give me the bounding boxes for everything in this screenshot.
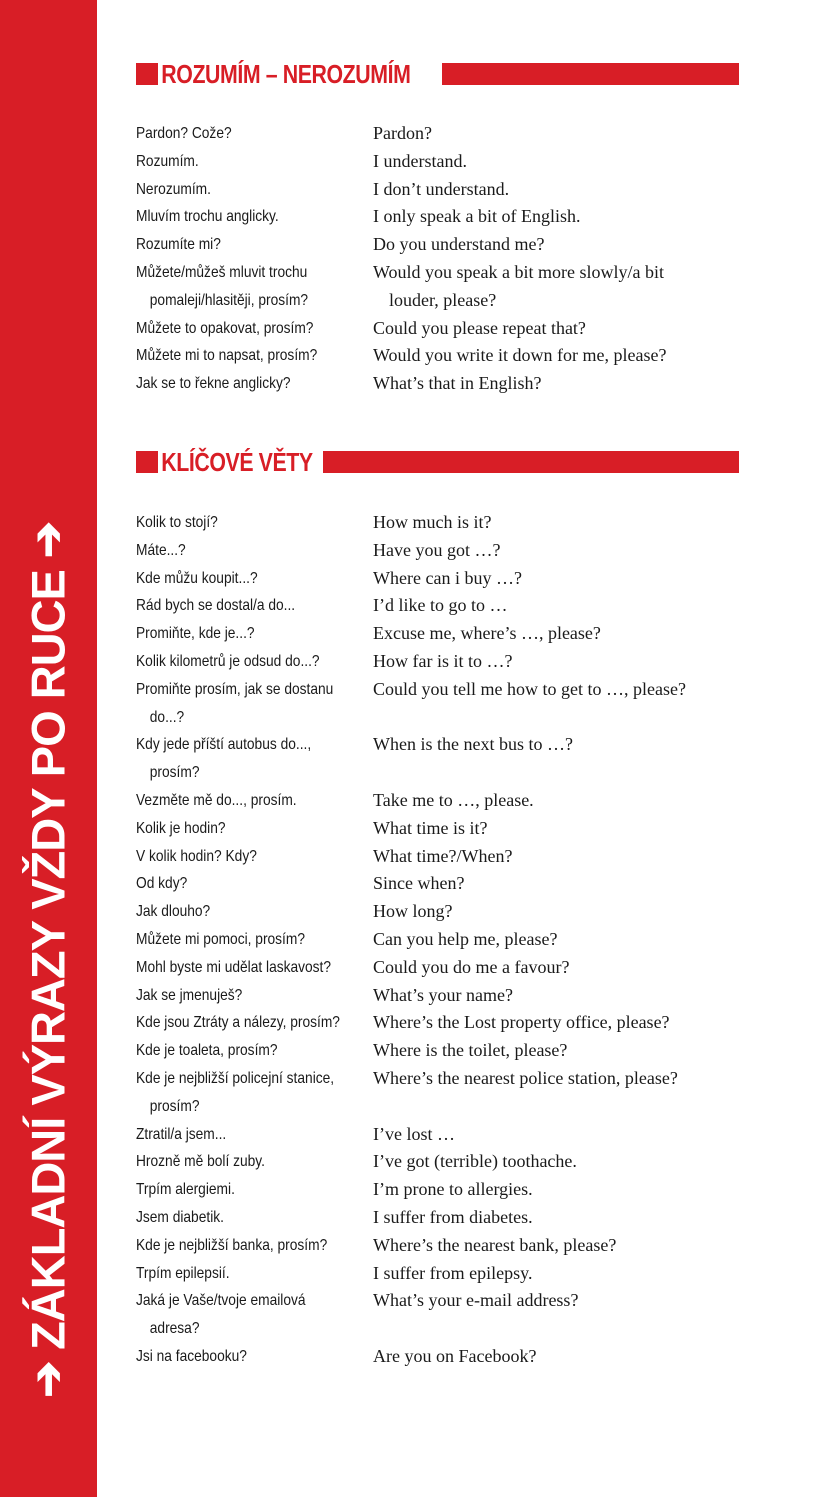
czech-phrase bbox=[136, 1037, 373, 1065]
phrase-row bbox=[136, 1232, 736, 1260]
czech-phrase bbox=[136, 231, 373, 259]
czech-phrase bbox=[136, 1260, 373, 1288]
header-bar-rule bbox=[323, 451, 739, 473]
czech-phrase-line: Kde je toaleta, prosím? bbox=[136, 1042, 278, 1060]
phrase-row bbox=[136, 537, 736, 565]
english-phrase-line: Have you got …? bbox=[373, 539, 501, 560]
czech-phrase bbox=[136, 315, 373, 343]
english-phrase-line: Take me to …, please. bbox=[373, 789, 534, 810]
header-bar-rule bbox=[442, 63, 739, 85]
phrase-row bbox=[136, 926, 736, 954]
phrase-row bbox=[136, 982, 736, 1010]
english-phrase-line: How far is it to …? bbox=[373, 650, 513, 671]
english-phrase-line: Pardon? bbox=[373, 123, 432, 143]
phrase-list-understanding bbox=[136, 120, 736, 398]
right-arrow-icon: ➔ bbox=[23, 1361, 73, 1398]
czech-phrase-line: Můžete mi pomoci, prosím? bbox=[136, 930, 306, 948]
english-phrase-line: Could you please repeat that? bbox=[373, 317, 586, 338]
czech-phrase bbox=[136, 537, 373, 565]
czech-phrase-line: prosím? bbox=[149, 1097, 200, 1115]
czech-phrase-line: pomaleji/hlasitěji, prosím? bbox=[149, 291, 309, 309]
phrase-list-key-phrases bbox=[136, 509, 736, 1371]
phrase-row bbox=[136, 731, 736, 787]
czech-phrase-line: Kolik je hodin? bbox=[136, 819, 226, 837]
english-phrase-line: Could you do me a favour? bbox=[373, 956, 570, 977]
english-phrase-line bbox=[373, 704, 736, 732]
phrase-row bbox=[136, 620, 736, 648]
english-phrase bbox=[373, 1065, 736, 1121]
czech-phrase bbox=[136, 370, 373, 398]
czech-phrase-line: prosím? bbox=[149, 764, 200, 782]
english-phrase bbox=[373, 259, 736, 315]
phrase-row bbox=[136, 342, 736, 370]
czech-phrase-line: Kde můžu koupit...? bbox=[136, 569, 258, 587]
english-phrase bbox=[373, 1232, 736, 1260]
czech-phrase-line: Promiňte, kde je...? bbox=[136, 625, 255, 643]
czech-phrase bbox=[136, 1176, 373, 1204]
czech-phrase bbox=[136, 926, 373, 954]
czech-phrase bbox=[136, 1343, 373, 1371]
czech-phrase-line: Můžete to opakovat, prosím? bbox=[136, 319, 314, 337]
english-phrase-line: What time?/When? bbox=[373, 845, 513, 866]
czech-phrase bbox=[136, 1232, 373, 1260]
english-phrase bbox=[373, 1287, 736, 1343]
english-phrase-line: Where’s the Lost property office, please? bbox=[373, 1012, 670, 1033]
czech-phrase bbox=[136, 1204, 373, 1232]
czech-phrase bbox=[136, 1121, 373, 1149]
english-phrase-line: How much is it? bbox=[373, 512, 492, 532]
section-header-key-phrases bbox=[136, 447, 739, 477]
czech-phrase-line: Hrozně mě bolí zuby. bbox=[136, 1153, 265, 1171]
phrase-row bbox=[136, 1121, 736, 1149]
czech-phrase bbox=[136, 1065, 373, 1121]
english-phrase-line: How long? bbox=[373, 901, 453, 922]
english-phrase-line: I’m prone to allergies. bbox=[373, 1179, 533, 1200]
czech-phrase-line: Trpím epilepsií. bbox=[136, 1264, 230, 1282]
english-phrase bbox=[373, 982, 736, 1010]
english-phrase-line: Since when? bbox=[373, 873, 465, 894]
sidebar-band bbox=[0, 0, 97, 1497]
czech-phrase bbox=[136, 565, 373, 593]
english-phrase-line: Where’s the nearest bank, please? bbox=[373, 1234, 617, 1255]
sidebar-title bbox=[21, 522, 76, 1398]
czech-phrase-line: Pardon? Cože? bbox=[136, 125, 232, 142]
english-phrase-line: I only speak a bit of English. bbox=[373, 206, 581, 227]
phrase-row bbox=[136, 509, 736, 537]
phrase-row bbox=[136, 370, 736, 398]
english-phrase bbox=[373, 1204, 736, 1232]
czech-phrase-line: Jak se jmenuješ? bbox=[136, 986, 243, 1004]
phrase-row bbox=[136, 231, 736, 259]
phrase-row bbox=[136, 648, 736, 676]
english-phrase-line: I understand. bbox=[373, 150, 467, 171]
english-phrase-line: Where’s the nearest police station, please? bbox=[373, 1067, 678, 1088]
czech-phrase-line: do...? bbox=[149, 708, 185, 726]
english-phrase-line: I don’t understand. bbox=[373, 178, 510, 199]
czech-phrase-line: Nerozumím. bbox=[136, 180, 211, 198]
phrase-row bbox=[136, 315, 736, 343]
czech-phrase-line: V kolik hodin? Kdy? bbox=[136, 847, 257, 865]
czech-phrase-line: Vezměte mě do..., prosím. bbox=[136, 791, 297, 809]
czech-phrase-line: Jsi na facebooku? bbox=[136, 1347, 247, 1365]
english-phrase bbox=[373, 315, 736, 343]
english-phrase bbox=[373, 1121, 736, 1149]
czech-phrase bbox=[136, 259, 373, 315]
czech-phrase bbox=[136, 815, 373, 843]
english-phrase-line: When is the next bus to …? bbox=[373, 734, 573, 755]
phrase-row bbox=[136, 898, 736, 926]
header-bar-lead bbox=[136, 451, 158, 473]
phrase-row bbox=[136, 565, 736, 593]
english-phrase bbox=[373, 592, 736, 620]
english-phrase bbox=[373, 565, 736, 593]
english-phrase-line: louder, please? bbox=[389, 289, 497, 310]
english-phrase bbox=[373, 787, 736, 815]
czech-phrase-line: Kolik to stojí? bbox=[136, 514, 218, 531]
english-phrase bbox=[373, 926, 736, 954]
english-phrase-line: I suffer from epilepsy. bbox=[373, 1262, 533, 1283]
czech-phrase-line: Kolik kilometrů je odsud do...? bbox=[136, 652, 320, 670]
phrase-row bbox=[136, 592, 736, 620]
english-phrase bbox=[373, 1148, 736, 1176]
czech-phrase-line: Kde jsou Ztráty a nálezy, prosím? bbox=[136, 1014, 340, 1032]
czech-phrase-line: Rozumíte mi? bbox=[136, 236, 221, 254]
phrase-row bbox=[136, 1009, 736, 1037]
czech-phrase-line: Jsem diabetik. bbox=[136, 1208, 224, 1226]
czech-phrase-line: Kde je nejbližší policejní stanice, bbox=[136, 1069, 335, 1087]
english-phrase-line: Where is the toilet, please? bbox=[373, 1040, 568, 1061]
czech-phrase bbox=[136, 148, 373, 176]
english-phrase-line bbox=[373, 1093, 736, 1121]
czech-phrase-line: Rozumím. bbox=[136, 152, 199, 170]
english-phrase-line: What’s your e-mail address? bbox=[373, 1290, 579, 1311]
czech-phrase-line: Ztratil/a jsem... bbox=[136, 1125, 227, 1143]
phrase-row bbox=[136, 203, 736, 231]
english-phrase bbox=[373, 370, 736, 398]
czech-phrase bbox=[136, 1009, 373, 1037]
english-phrase bbox=[373, 120, 736, 148]
english-phrase-line: What time is it? bbox=[373, 817, 488, 838]
phrase-row bbox=[136, 1343, 736, 1371]
czech-phrase-line: Promiňte prosím, jak se dostanu bbox=[136, 680, 334, 698]
czech-phrase-line: Mohl byste mi udělat laskavost? bbox=[136, 958, 332, 976]
phrase-row bbox=[136, 1260, 736, 1288]
czech-phrase-line: Můžete mi to napsat, prosím? bbox=[136, 347, 318, 365]
czech-phrase bbox=[136, 787, 373, 815]
header-bar-lead bbox=[136, 63, 158, 85]
czech-phrase bbox=[136, 870, 373, 898]
phrase-row bbox=[136, 1148, 736, 1176]
english-phrase-line: I’d like to go to … bbox=[373, 595, 508, 616]
english-phrase-line: Would you speak a bit more slowly/a bit bbox=[373, 261, 665, 282]
czech-phrase bbox=[136, 982, 373, 1010]
english-phrase bbox=[373, 203, 736, 231]
czech-phrase bbox=[136, 509, 373, 537]
phrase-row bbox=[136, 259, 736, 315]
english-phrase-line: Do you understand me? bbox=[373, 234, 545, 255]
english-phrase bbox=[373, 231, 736, 259]
english-phrase bbox=[373, 148, 736, 176]
english-phrase bbox=[373, 176, 736, 204]
czech-phrase-line: adresa? bbox=[149, 1320, 200, 1338]
czech-phrase-line: Jaká je Vaše/tvoje emailová bbox=[136, 1292, 306, 1310]
sidebar-title-text: ZÁKLADNÍ VÝRAZY VŽDY PO RUCE bbox=[21, 570, 75, 1350]
english-phrase bbox=[373, 537, 736, 565]
phrase-row bbox=[136, 120, 736, 148]
czech-phrase-line: Rád bych se dostal/a do... bbox=[136, 597, 296, 615]
english-phrase bbox=[373, 1037, 736, 1065]
czech-phrase-line: Jak dlouho? bbox=[136, 903, 211, 921]
english-phrase bbox=[373, 898, 736, 926]
czech-phrase-line: Trpím alergiemi. bbox=[136, 1181, 235, 1199]
czech-phrase bbox=[136, 648, 373, 676]
phrase-row bbox=[136, 148, 736, 176]
czech-phrase bbox=[136, 176, 373, 204]
czech-phrase bbox=[136, 898, 373, 926]
english-phrase-line: Could you tell me how to get to …, please? bbox=[373, 678, 686, 699]
phrase-row bbox=[136, 176, 736, 204]
phrase-row bbox=[136, 1065, 736, 1121]
english-phrase-line: I’ve lost … bbox=[373, 1123, 455, 1144]
czech-phrase bbox=[136, 120, 373, 148]
english-phrase bbox=[373, 1343, 736, 1371]
english-phrase-line: Where can i buy …? bbox=[373, 567, 522, 588]
english-phrase bbox=[373, 1260, 736, 1288]
phrase-row bbox=[136, 1176, 736, 1204]
phrase-row bbox=[136, 1037, 736, 1065]
english-phrase bbox=[373, 509, 736, 537]
english-phrase-line bbox=[373, 759, 736, 787]
phrase-row bbox=[136, 843, 736, 871]
english-phrase bbox=[373, 731, 736, 787]
english-phrase bbox=[373, 676, 736, 732]
czech-phrase-line: Jak se to řekne anglicky? bbox=[136, 375, 291, 393]
english-phrase-line: Excuse me, where’s …, please? bbox=[373, 623, 601, 644]
czech-phrase-line: Můžete/můžeš mluvit trochu bbox=[136, 263, 308, 281]
phrase-row bbox=[136, 1204, 736, 1232]
czech-phrase bbox=[136, 620, 373, 648]
english-phrase-line bbox=[373, 1315, 736, 1343]
english-phrase bbox=[373, 342, 736, 370]
czech-phrase bbox=[136, 1287, 373, 1343]
phrase-row bbox=[136, 815, 736, 843]
phrase-row bbox=[136, 1287, 736, 1343]
czech-phrase bbox=[136, 676, 373, 732]
czech-phrase bbox=[136, 843, 373, 871]
czech-phrase-line: Mluvím trochu anglicky. bbox=[136, 208, 279, 226]
english-phrase-line: What’s that in English? bbox=[373, 373, 542, 394]
english-phrase-line: What’s your name? bbox=[373, 984, 513, 1005]
czech-phrase bbox=[136, 592, 373, 620]
czech-phrase-line: Máte...? bbox=[136, 541, 186, 559]
phrase-row bbox=[136, 676, 736, 732]
english-phrase bbox=[373, 843, 736, 871]
english-phrase-line: Are you on Facebook? bbox=[373, 1345, 537, 1366]
phrase-row bbox=[136, 787, 736, 815]
english-phrase bbox=[373, 620, 736, 648]
english-phrase bbox=[373, 1176, 736, 1204]
section-title: KLÍČOVÉ VĚTY bbox=[161, 447, 313, 477]
english-phrase bbox=[373, 954, 736, 982]
english-phrase bbox=[373, 870, 736, 898]
czech-phrase bbox=[136, 731, 373, 787]
section-title: ROZUMÍM – NEROZUMÍM bbox=[161, 59, 411, 89]
czech-phrase bbox=[136, 203, 373, 231]
right-arrow-icon: ➔ bbox=[23, 522, 73, 559]
english-phrase-line: I’ve got (terrible) toothache. bbox=[373, 1151, 577, 1172]
english-phrase bbox=[373, 1009, 736, 1037]
english-phrase bbox=[373, 815, 736, 843]
english-phrase-line: I suffer from diabetes. bbox=[373, 1206, 533, 1227]
phrase-row bbox=[136, 954, 736, 982]
czech-phrase-line: Kde je nejbližší banka, prosím? bbox=[136, 1236, 328, 1254]
czech-phrase bbox=[136, 1148, 373, 1176]
section-header-understanding bbox=[136, 59, 739, 89]
czech-phrase bbox=[136, 954, 373, 982]
czech-phrase-line: Od kdy? bbox=[136, 875, 188, 893]
english-phrase-line: Would you write it down for me, please? bbox=[373, 345, 667, 366]
czech-phrase-line: Kdy jede příští autobus do..., bbox=[136, 736, 312, 754]
english-phrase-line: Can you help me, please? bbox=[373, 928, 558, 949]
phrase-row bbox=[136, 870, 736, 898]
czech-phrase bbox=[136, 342, 373, 370]
english-phrase bbox=[373, 648, 736, 676]
